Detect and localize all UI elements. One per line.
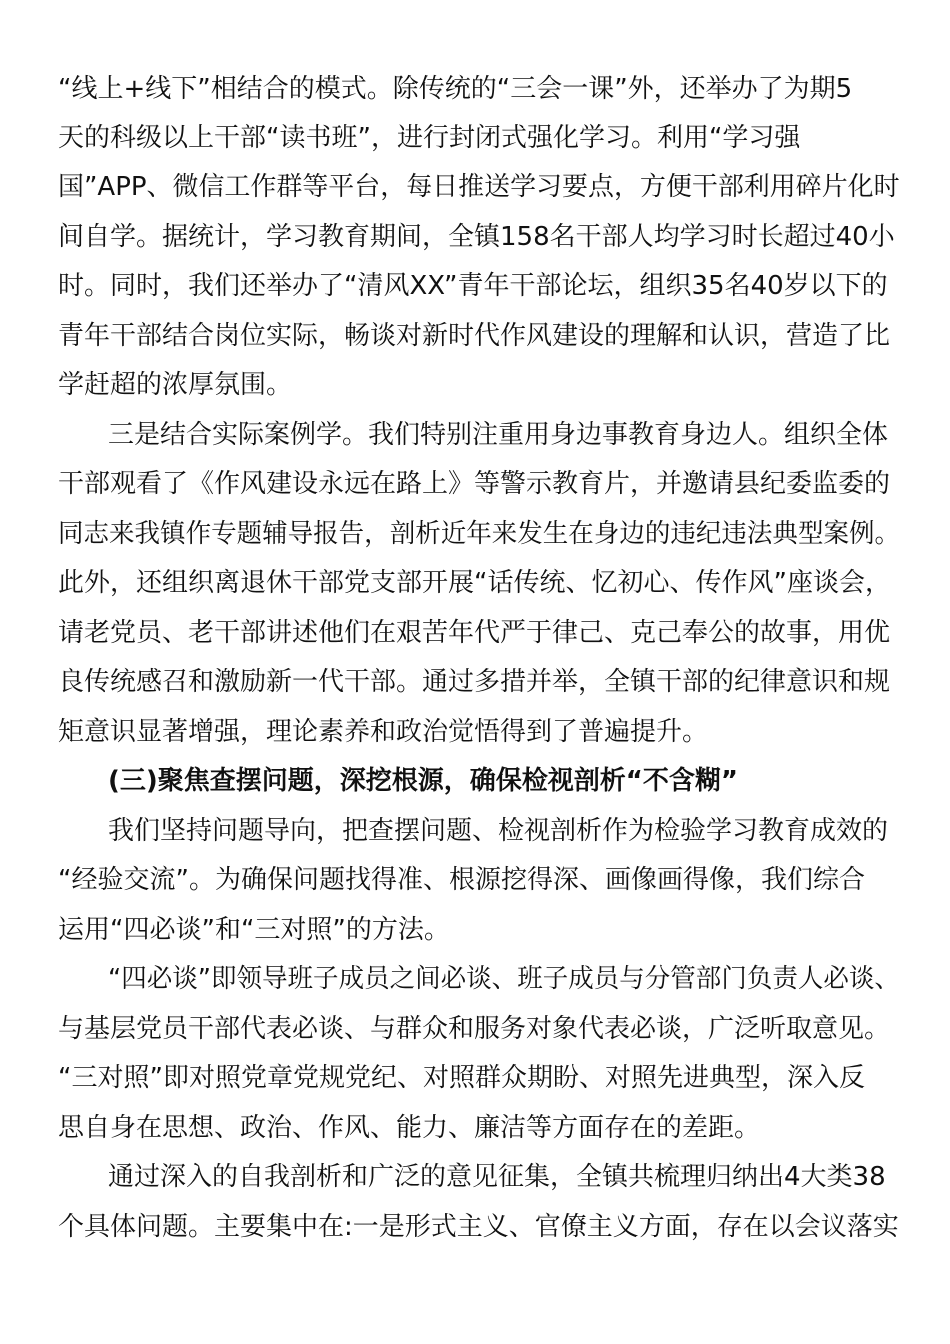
text-line: 同志来我镇作专题辅导报告，剖析近年来发生在身边的违纪违法典型案例。 (58, 519, 901, 549)
text-line: 与基层党员干部代表必谈、与群众和服务对象代表必谈，广泛听取意见。 (58, 1014, 891, 1044)
text-line: 时。同时，我们还举办了“清风XX”青年干部论坛，组织35名40岁以下的 (58, 271, 888, 301)
text-line: “三对照”即对照党章党规党纪、对照群众期盼、对照先进典型，深入反 (58, 1063, 865, 1093)
text-line: 请老党员、老干部讲述他们在艰苦年代严于律己、克己奉公的故事，用优 (58, 618, 891, 648)
text-line: “线上+线下”相结合的模式。除传统的“三会一课”外，还举办了为期5 (58, 74, 853, 104)
paragraph-first-line: 我们坚持问题导向，把查摆问题、检视剖析作为检验学习教育成效的 (108, 816, 889, 846)
paragraph-first-line: “四必谈”即领导班子成员之间必谈、班子成员与分管部门负责人必谈、 (108, 964, 900, 994)
text-line: 矩意识显著增强，理论素养和政治觉悟得到了普遍提升。 (58, 717, 709, 747)
text-line: 良传统感召和激励新一代干部。通过多措并举，全镇干部的纪律意识和规 (58, 667, 891, 697)
text-line: 学赶超的浓厚氛围。 (58, 370, 293, 400)
text-line: 运用“四必谈”和“三对照”的方法。 (58, 915, 450, 945)
text-line: 干部观看了《作风建设永远在路上》等警示教育片，并邀请县纪委监委的 (58, 469, 891, 499)
text-line: 思自身在思想、政治、作风、能力、廉洁等方面存在的差距。 (58, 1113, 761, 1143)
text-line: 天的科级以上干部“读书班”，进行封闭式强化学习。利用“学习强 (58, 123, 801, 153)
text-line: 此外，还组织离退休干部党支部开展“话传统、忆初心、传作风”座谈会， (58, 568, 891, 598)
text-line: 个具体问题。主要集中在:一是形式主义、官僚主义方面，存在以会议落实 (58, 1212, 899, 1242)
text-line: 青年干部结合岗位实际，畅谈对新时代作风建设的理解和认识，营造了比 (58, 321, 891, 351)
text-line: “经验交流”。为确保问题找得准、根源挖得深、画像画得像，我们综合 (58, 865, 865, 895)
paragraph-first-line: 通过深入的自我剖析和广泛的意见征集，全镇共梳理归纳出4大类38 (108, 1162, 886, 1192)
text-line: 间自学。据统计，学习教育期间，全镇158名干部人均学习时长超过40小 (58, 222, 895, 252)
section-heading: (三)聚焦查摆问题，深挖根源，确保检视剖析“不含糊” (108, 766, 738, 796)
text-line: 国”APP、微信工作群等平台，每日推送学习要点，方便干部利用碎片化时 (58, 172, 900, 202)
paragraph-first-line: 三是结合实际案例学。我们特别注重用身边事教育身边人。组织全体 (108, 420, 889, 450)
